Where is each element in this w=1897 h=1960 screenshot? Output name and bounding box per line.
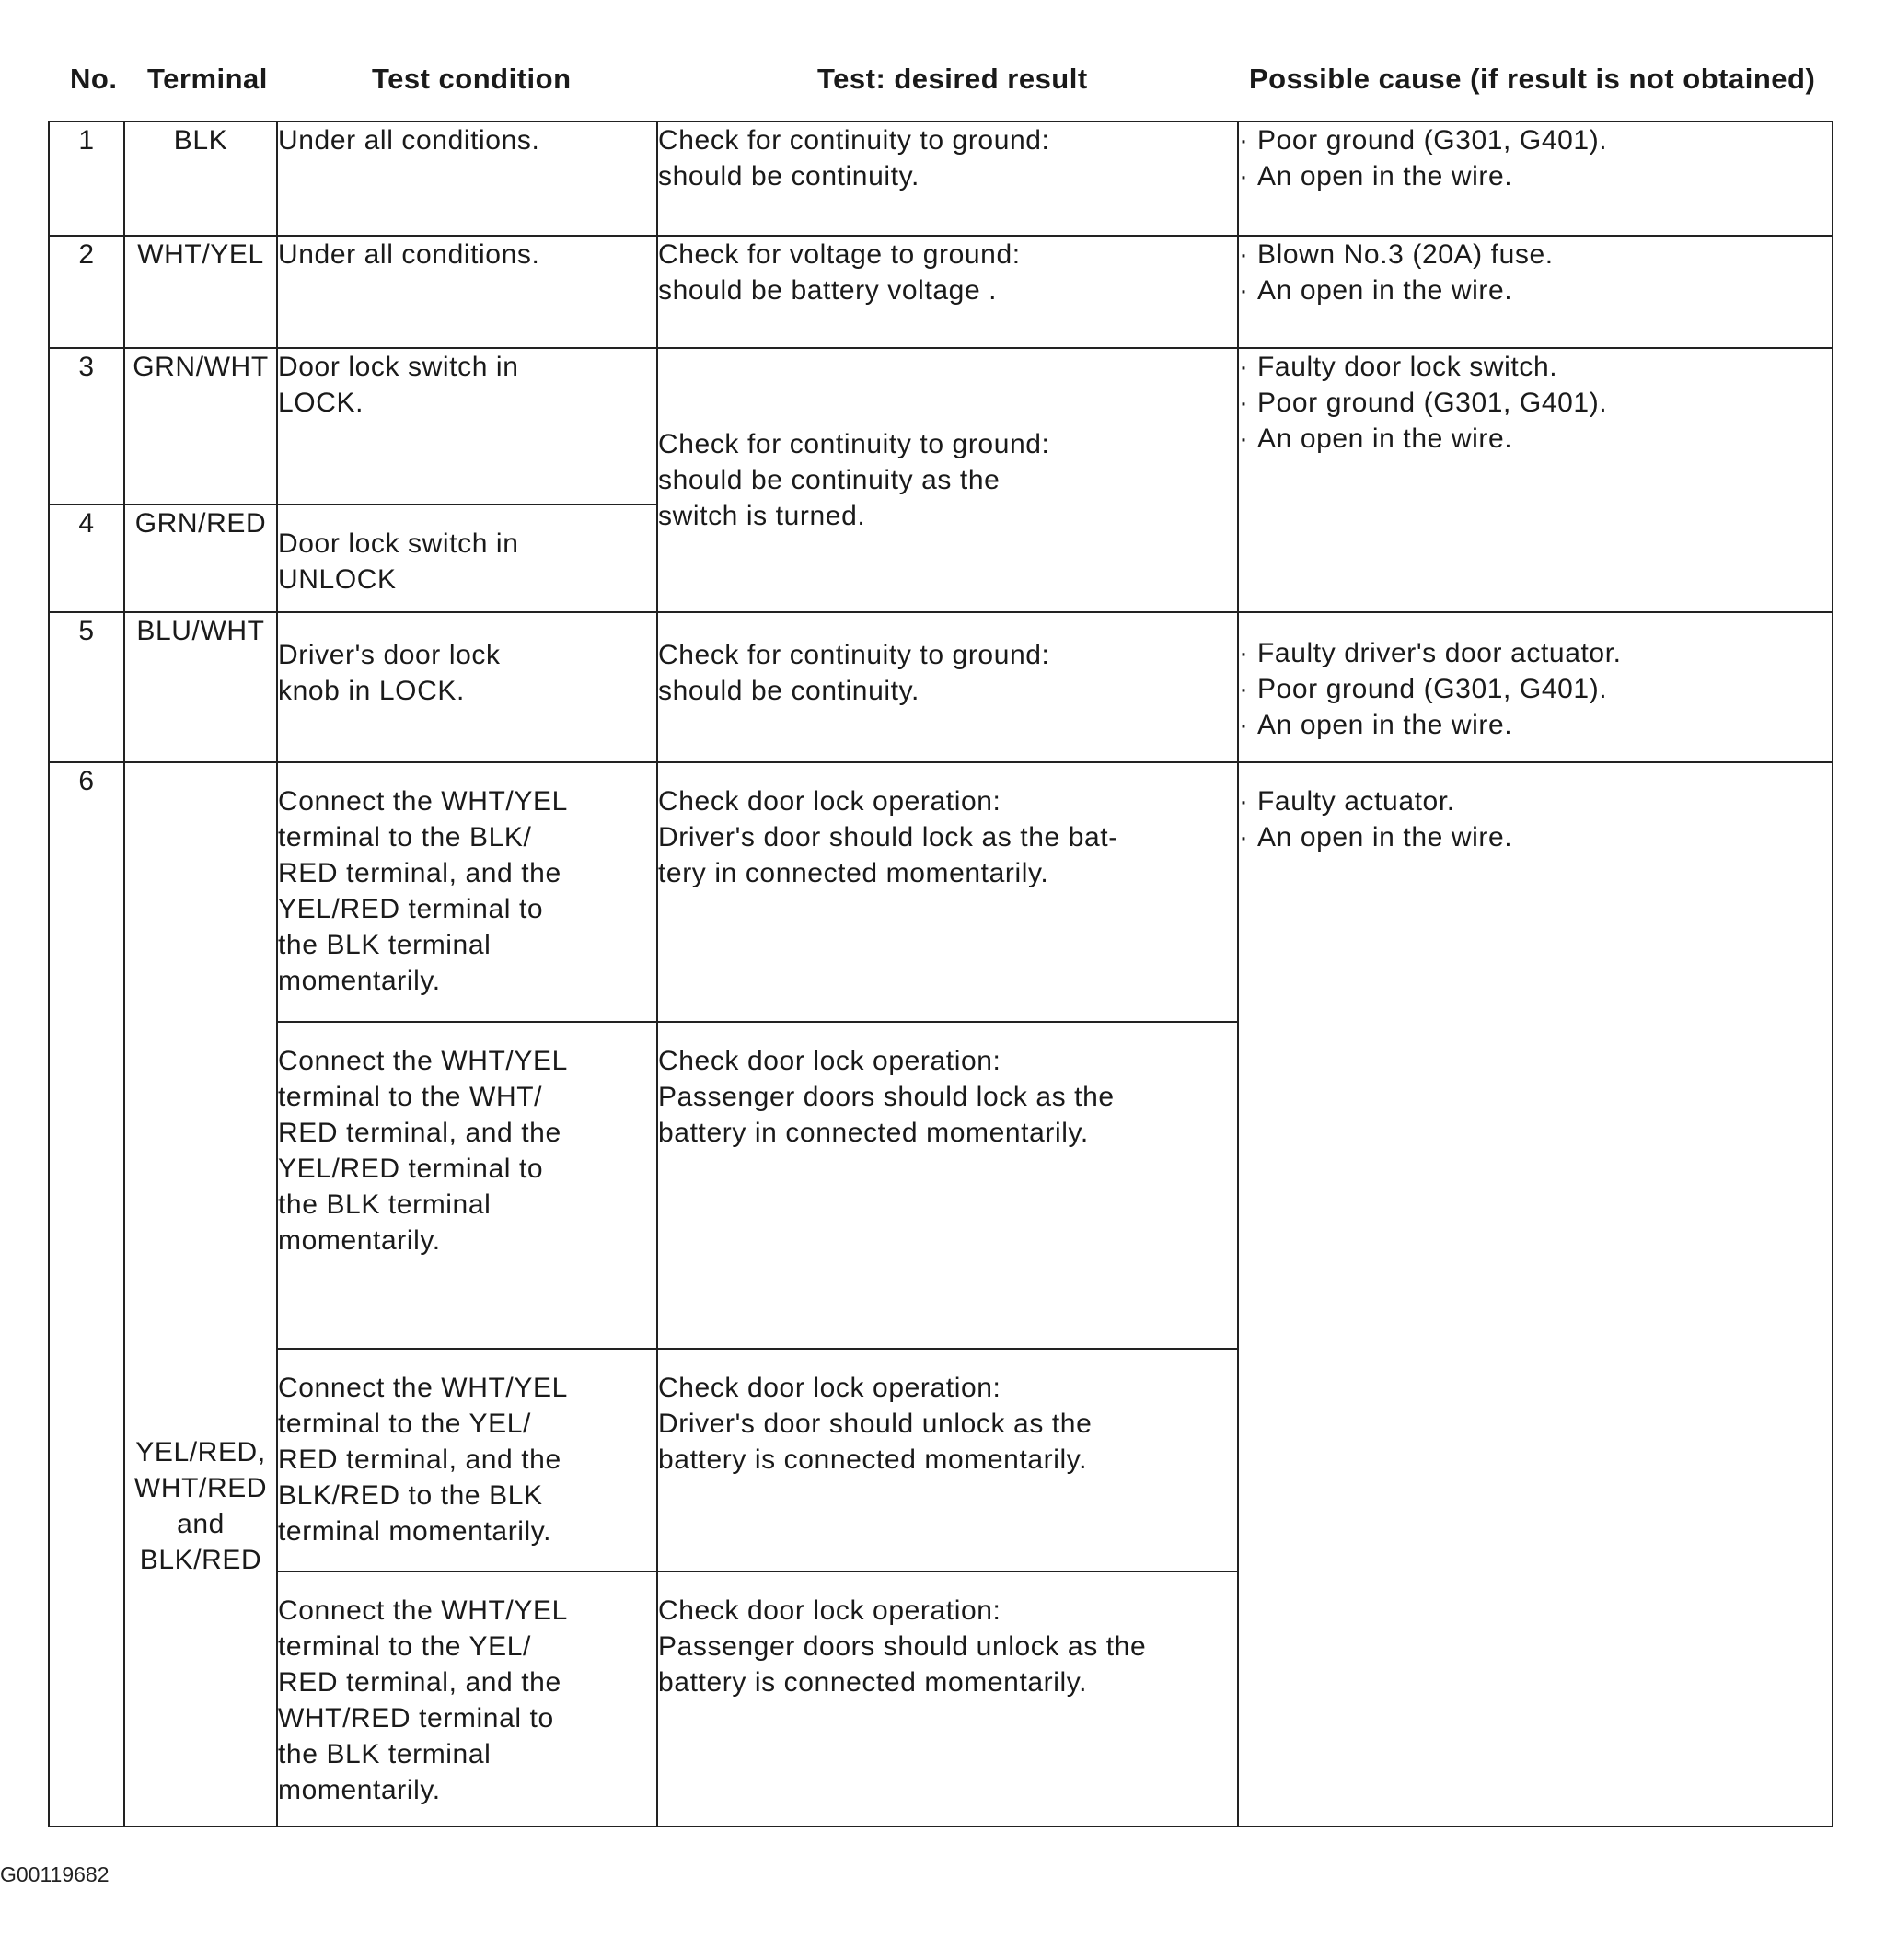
row-4-condition-line-2: UNLOCK <box>278 564 397 595</box>
header-no: No. <box>70 63 118 95</box>
condition-line: the BLK terminal <box>278 1739 492 1769</box>
condition-line: RED terminal, and the <box>278 1118 561 1148</box>
terminal-test-table <box>48 121 1833 1827</box>
rows-3-4-result <box>657 348 1238 612</box>
bullet-icon: · <box>1239 423 1249 454</box>
result-line: Driver's door should lock as the bat- <box>658 822 1118 852</box>
row-2-cause-1 <box>1239 237 1832 273</box>
row-1-condition <box>277 122 657 236</box>
condition-line: RED terminal, and the <box>278 858 561 888</box>
row-1-no: 1 <box>49 122 124 236</box>
header-possible-cause: Possible cause (if result is not obtained) <box>1249 63 1816 95</box>
bullet-icon: · <box>1239 161 1249 191</box>
row-2-result <box>657 236 1238 348</box>
table-row-5 <box>49 612 1833 762</box>
result-line: battery is connected momentarily. <box>658 1667 1088 1698</box>
header-desired-result: Test: desired result <box>817 63 1088 95</box>
result-line: Check door lock operation: <box>658 1595 1001 1626</box>
condition-line: terminal momentarily. <box>278 1516 552 1547</box>
row-6-test-3-condition <box>277 1349 657 1571</box>
row-1-causes <box>1238 122 1833 236</box>
condition-line: momentarily. <box>278 966 441 996</box>
result-line: Passenger doors should unlock as the <box>658 1631 1147 1662</box>
bullet-icon: · <box>1239 352 1249 382</box>
rows-3-4-cause-3 <box>1239 421 1832 457</box>
row-2-no: 2 <box>49 236 124 348</box>
row-5-condition-line-2: knob in LOCK. <box>278 676 465 706</box>
row-6-terminal <box>124 762 277 1827</box>
condition-line: terminal to the WHT/ <box>278 1082 543 1112</box>
row-6-terminal-line-3: and <box>177 1509 225 1539</box>
row-5-cause-3 <box>1239 707 1832 743</box>
result-line: battery is connected momentarily. <box>658 1444 1088 1475</box>
row-6-cause-1 <box>1239 783 1832 819</box>
row-3-condition-line-2: LOCK. <box>278 388 364 418</box>
condition-line: RED terminal, and the <box>278 1667 561 1698</box>
header-terminal: Terminal <box>147 63 268 95</box>
row-5-condition <box>277 612 657 762</box>
condition-line: BLK/RED to the BLK <box>278 1480 543 1511</box>
bullet-icon: · <box>1239 710 1249 740</box>
row-5-cause-1 <box>1239 635 1832 671</box>
row-5-no: 5 <box>49 612 124 762</box>
row-6-causes <box>1238 762 1833 1827</box>
row-6-test-1-result <box>657 762 1238 1022</box>
cause-text: An open in the wire. <box>1257 822 1513 852</box>
row-6-terminal-line-4: BLK/RED <box>139 1545 262 1575</box>
row-2-condition <box>277 236 657 348</box>
rows-3-4-result-line-1: Check for continuity to ground: <box>658 429 1050 459</box>
row-3-condition-line-1: Door lock switch in <box>278 352 519 382</box>
row-6-cause-2 <box>1239 819 1832 855</box>
row-6-test-2-result <box>657 1022 1238 1349</box>
row-2-result-line-1: Check for voltage to ground: <box>658 239 1021 270</box>
row-2-result-line-2: should be battery voltage . <box>658 275 998 306</box>
bullet-icon: · <box>1239 388 1249 418</box>
cause-text: An open in the wire. <box>1257 710 1513 740</box>
table-header <box>0 63 1897 105</box>
condition-line: momentarily. <box>278 1775 441 1805</box>
cause-text: Faulty actuator. <box>1257 786 1455 817</box>
cause-text: An open in the wire. <box>1257 275 1513 306</box>
row-5-result <box>657 612 1238 762</box>
table-row-6-test-1 <box>49 762 1833 1022</box>
row-1-cause-1 <box>1239 122 1832 158</box>
table-row-3 <box>49 348 1833 504</box>
row-6-test-1-condition <box>277 762 657 1022</box>
table-row-1 <box>49 122 1833 236</box>
result-line: battery in connected momentarily. <box>658 1118 1089 1148</box>
row-6-terminal-line-1: YEL/RED, <box>135 1437 266 1467</box>
condition-line: terminal to the BLK/ <box>278 822 532 852</box>
condition-line: Connect the WHT/YEL <box>278 1373 568 1403</box>
bullet-icon: · <box>1239 275 1249 306</box>
rows-3-4-result-line-3: switch is turned. <box>658 501 866 531</box>
result-line: Check door lock operation: <box>658 1373 1001 1403</box>
figure-id: G00119682 <box>0 1862 110 1886</box>
condition-line: terminal to the YEL/ <box>278 1409 531 1439</box>
row-2-cause-2 <box>1239 273 1832 308</box>
result-line: tery in connected momentarily. <box>658 858 1049 888</box>
condition-line: the BLK terminal <box>278 1189 492 1220</box>
condition-line: RED terminal, and the <box>278 1444 561 1475</box>
row-3-condition <box>277 348 657 504</box>
row-1-cause-2 <box>1239 158 1832 194</box>
bullet-icon: · <box>1239 239 1249 270</box>
row-6-test-3-result <box>657 1349 1238 1571</box>
row-1-result <box>657 122 1238 236</box>
header-test-condition: Test condition <box>372 63 572 95</box>
condition-line: terminal to the YEL/ <box>278 1631 531 1662</box>
row-6-test-4-condition <box>277 1571 657 1827</box>
cause-text: An open in the wire. <box>1257 161 1513 191</box>
condition-line: YEL/RED terminal to <box>278 1154 544 1184</box>
bullet-icon: · <box>1239 638 1249 668</box>
result-line: Driver's door should unlock as the <box>658 1409 1093 1439</box>
cause-text: An open in the wire. <box>1257 423 1513 454</box>
cause-text: Faulty driver's door actuator. <box>1257 638 1622 668</box>
row-5-result-line-1: Check for continuity to ground: <box>658 640 1050 670</box>
row-4-no: 4 <box>49 504 124 612</box>
cause-text: Blown No.3 (20A) fuse. <box>1257 239 1554 270</box>
rows-3-4-result-line-2: should be continuity as the <box>658 465 1001 495</box>
bullet-icon: · <box>1239 786 1249 817</box>
row-2-terminal: WHT/YEL <box>124 236 277 348</box>
row-5-result-line-2: should be continuity. <box>658 676 920 706</box>
row-6-no: 6 <box>49 762 124 1827</box>
row-5-cause-2 <box>1239 671 1832 707</box>
row-1-terminal: BLK <box>124 122 277 236</box>
row-6-test-2-condition <box>277 1022 657 1349</box>
result-line: Check door lock operation: <box>658 786 1001 817</box>
row-4-condition-line-1: Door lock switch in <box>278 528 519 559</box>
row-3-no: 3 <box>49 348 124 504</box>
bullet-icon: · <box>1239 125 1249 156</box>
condition-line: Connect the WHT/YEL <box>278 1046 568 1076</box>
condition-line: YEL/RED terminal to <box>278 894 544 924</box>
cause-text: Faulty door lock switch. <box>1257 352 1558 382</box>
row-6-test-4-result <box>657 1571 1238 1827</box>
row-5-terminal: BLU/WHT <box>124 612 277 762</box>
row-4-condition <box>277 504 657 612</box>
condition-line: WHT/RED terminal to <box>278 1703 554 1734</box>
bullet-icon: · <box>1239 822 1249 852</box>
row-2-causes <box>1238 236 1833 348</box>
cause-text: Poor ground (G301, G401). <box>1257 125 1608 156</box>
condition-line: momentarily. <box>278 1225 441 1256</box>
row-6-terminal-line-2: WHT/RED <box>133 1473 268 1503</box>
bullet-icon: · <box>1239 674 1249 704</box>
row-3-terminal: GRN/WHT <box>124 348 277 504</box>
result-line: Check door lock operation: <box>658 1046 1001 1076</box>
row-1-result-line-2: should be continuity. <box>658 161 920 191</box>
condition-line: Connect the WHT/YEL <box>278 1595 568 1626</box>
table-row-2 <box>49 236 1833 348</box>
row-2-condition-text: Under all conditions. <box>278 239 540 270</box>
condition-line: Connect the WHT/YEL <box>278 786 568 817</box>
cause-text: Poor ground (G301, G401). <box>1257 388 1608 418</box>
rows-3-4-cause-2 <box>1239 385 1832 421</box>
row-5-condition-line-1: Driver's door lock <box>278 640 501 670</box>
row-1-condition-text: Under all conditions. <box>278 125 540 156</box>
row-1-result-line-1: Check for continuity to ground: <box>658 125 1050 156</box>
cause-text: Poor ground (G301, G401). <box>1257 674 1608 704</box>
row-4-terminal: GRN/RED <box>124 504 277 612</box>
rows-3-4-cause-1 <box>1239 349 1832 385</box>
condition-line: the BLK terminal <box>278 930 492 960</box>
row-5-causes <box>1238 612 1833 762</box>
rows-3-4-causes <box>1238 348 1833 612</box>
result-line: Passenger doors should lock as the <box>658 1082 1115 1112</box>
